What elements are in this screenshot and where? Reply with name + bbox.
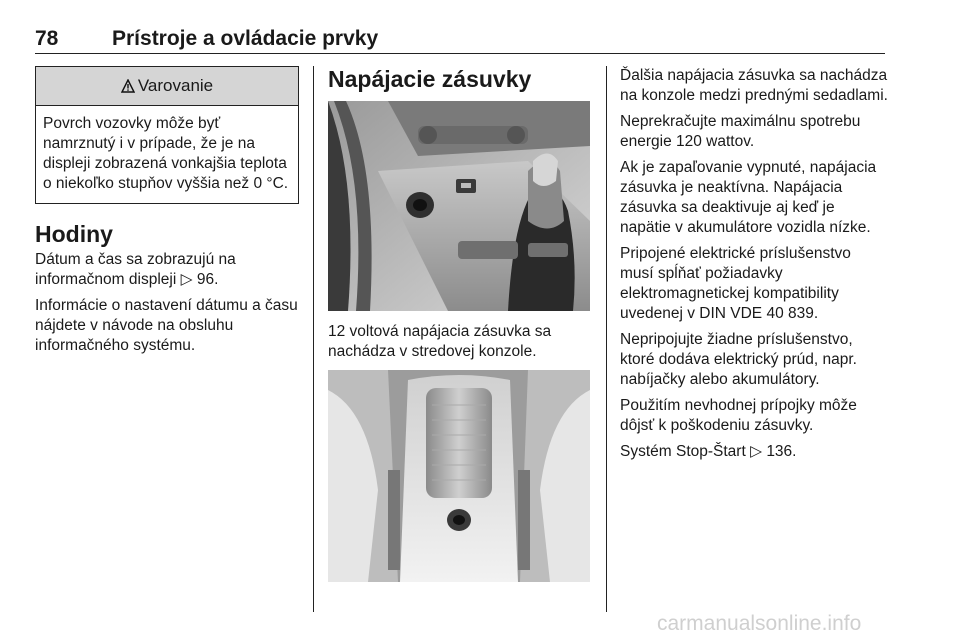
col3-paragraph-1: Ďalšia napájacia zásuvka sa nachádza na konzole medzi prednými sedadlami. bbox=[620, 67, 888, 104]
warning-header bbox=[36, 67, 298, 106]
clock-heading: Hodiny bbox=[35, 221, 113, 247]
warning-title: Varovanie bbox=[137, 76, 214, 95]
chapter-title: Prístroje a ovládacie prvky bbox=[112, 27, 379, 50]
col3-paragraph-3: Ak je zapaľovanie vypnuté, napájacia zásuvka je neaktívna. Napájacia zásuvka sa deaktivuje aj keď je napätie v akumulátore vozidla nízke. bbox=[620, 159, 877, 236]
column-divider-2 bbox=[606, 66, 607, 612]
column-divider-1 bbox=[313, 66, 314, 612]
column-middle bbox=[328, 66, 590, 360]
stop-start-text: Systém Stop-Štart bbox=[620, 443, 746, 460]
warning-triangle-icon bbox=[121, 79, 135, 93]
clock-p1-ref[interactable]: 96. bbox=[196, 271, 219, 288]
dashboard-socket-photo bbox=[328, 101, 590, 311]
clock-paragraph-2: Informácie o nastavení dátumu a času nájdete v návode na obsluhu informačného systému. bbox=[35, 297, 298, 354]
sockets-heading: Napájacie zásuvky bbox=[328, 66, 532, 92]
socket-caption-text: 12 voltová napájacia zásuvka sa nachádza v stredovej konzole. bbox=[328, 323, 552, 360]
col3-paragraph-2: Neprekračujte maximálnu spotrebu energie 120 wattov. bbox=[620, 113, 861, 150]
clock-paragraph-1 bbox=[35, 250, 299, 290]
socket-caption bbox=[328, 322, 590, 368]
col3-paragraph-5: Nepripojujte žiadne príslušenstvo, ktoré dodáva elektrický prúd, napr. nabíjačky alebo akumulátory. bbox=[620, 331, 857, 388]
clock-p1-text: Dátum a čas sa zobrazujú na informačnom displeji bbox=[35, 251, 236, 288]
stop-start-ref[interactable]: 136. bbox=[766, 443, 797, 460]
page-header bbox=[35, 27, 885, 54]
warning-box bbox=[35, 66, 299, 204]
watermark: carmanualsonline.info bbox=[657, 612, 862, 635]
page-ref-arrow-icon: ▷ bbox=[180, 271, 193, 288]
console-socket-photo bbox=[328, 370, 590, 582]
col3-paragraph-4: Pripojené elektrické príslušenstvo musí spĺňať požiadavky elektromagnetickej kompatibility uvedenej v DIN VDE 40 839. bbox=[620, 245, 851, 322]
col3-paragraph-7 bbox=[620, 442, 888, 462]
page-ref-arrow-icon: ▷ bbox=[750, 443, 762, 460]
col3-paragraph-6: Použitím nevhodnej prípojky môže dôjsť k poškodeniu zásuvky. bbox=[620, 397, 857, 434]
column-left bbox=[35, 66, 299, 362]
warning-text: Povrch vozovky môže byť namrznutý i v prípade, že je na displeji zobrazená vonkajšia teplota o niekoľko stupňov vyššia než 0 °C. bbox=[43, 115, 289, 192]
page-number: 78 bbox=[35, 27, 59, 50]
column-right bbox=[620, 66, 888, 468]
